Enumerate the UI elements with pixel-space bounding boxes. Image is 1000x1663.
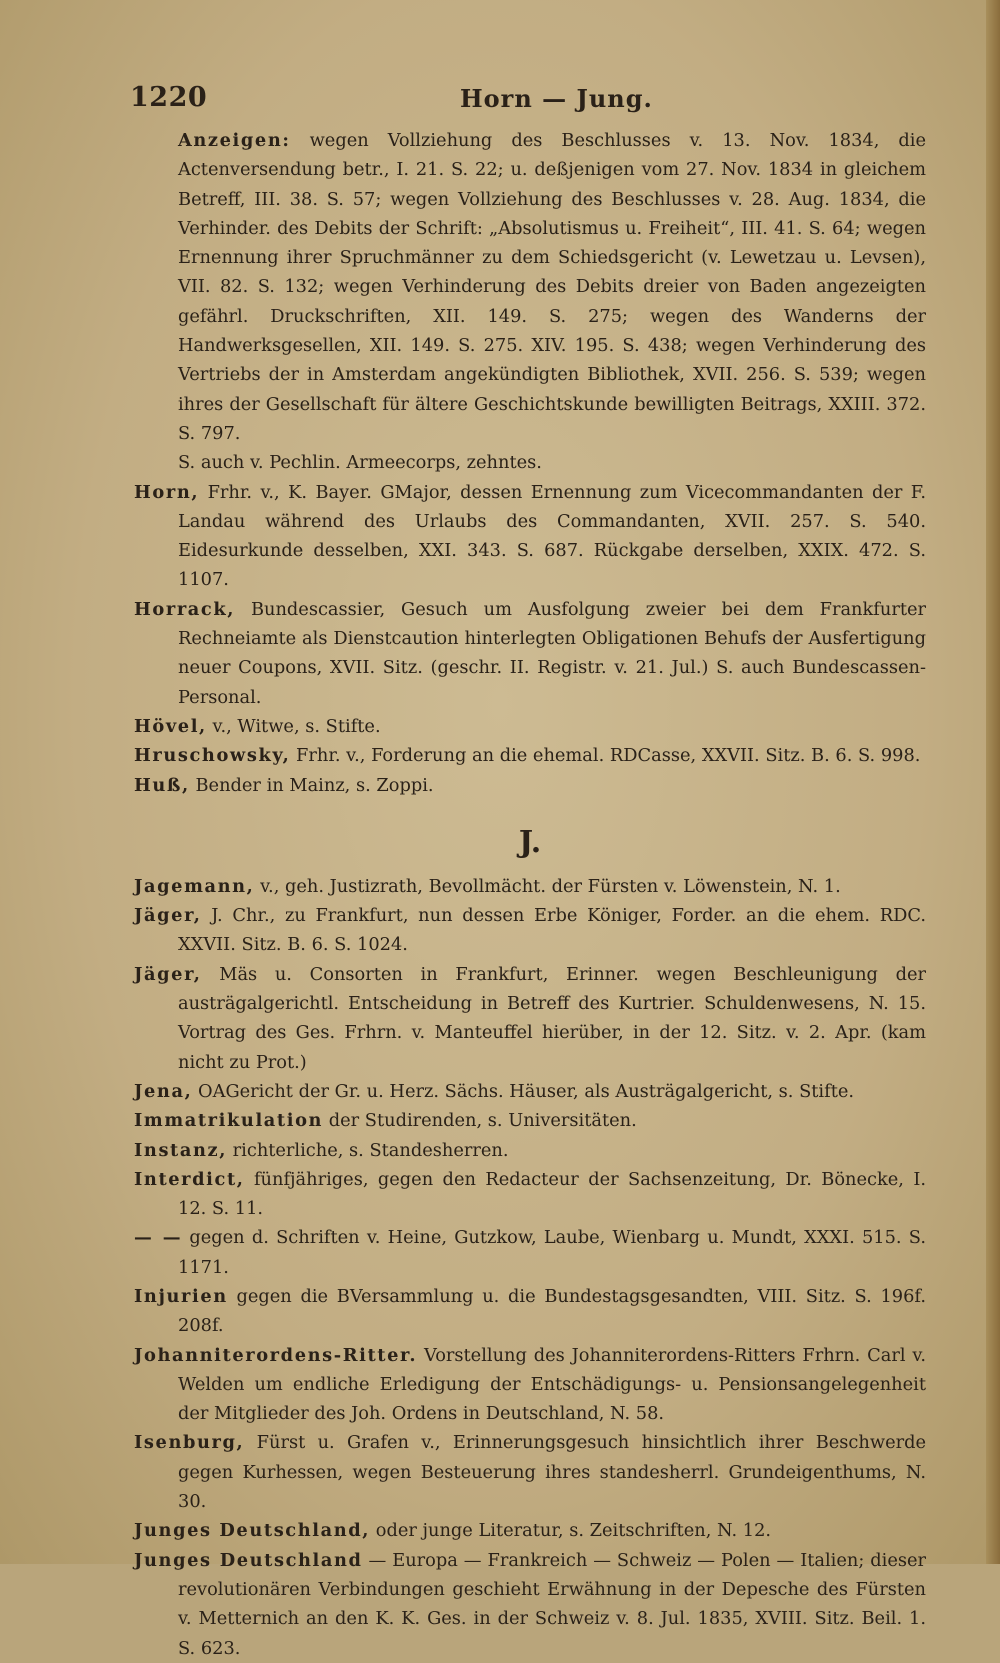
index-entry <box>134 1282 926 1341</box>
entry-text: Mäs u. Consorten in Frankfurt, Erinner. wegen Beschleunigung der austrägalgerichtl. Entscheidung in Betreff des Kurtrier. Schuldenwesens, N. 15. Vortrag des Ges. Frhrn. v. Manteuffel hierüber, in der 12. Sitz. v. 2. Apr. (kam nicht zu Prot.) <box>178 963 926 1073</box>
page-number: 1220 <box>130 82 208 113</box>
entry-keyword: Johanniterordens-Ritter. <box>134 1344 418 1366</box>
entry-keyword: Jagemann, <box>134 875 255 897</box>
entry-text: — Europa — Frankreich — Schweiz — Polen — Italien; dieser revolutionären Verbindungen geschieht Erwähnung in der Depesche des Fürsten v. Metternich an den K. K. Ges. in der Schweiz v. 8. Jul. 1835, XVIII. Sitz. Beil. 1. S. 623. <box>178 1549 926 1659</box>
entry-text: oder junge Literatur, s. Zeitschriften, N. 12. <box>370 1520 772 1542</box>
entry-keyword: Jäger, <box>134 963 202 985</box>
index-entry <box>134 126 926 448</box>
entry-keyword: Anzeigen: <box>178 130 291 151</box>
index-entry <box>134 595 926 712</box>
entry-text: Vorstellung des Johanniterordens-Ritters Frhrn. Carl v. Welden um endliche Erledigung der Entschädigungs- u. Pensionsangelegenheit der Mitglieder des Joh. Ordens in Deutschland, N. 58. <box>178 1344 926 1425</box>
entry-keyword: Junges Deutschland, <box>134 1520 371 1542</box>
entries-j <box>134 872 926 1663</box>
index-entry <box>134 1136 926 1165</box>
index-entry <box>134 1106 926 1135</box>
entry-keyword: Junges Deutschland <box>134 1549 363 1571</box>
entry-text: v., Witwe, s. Stifte. <box>206 715 381 737</box>
entry-text: OAGericht der Gr. u. Herz. Sächs. Häuser, als Austrägalgericht, s. Stifte. <box>192 1080 855 1102</box>
entry-keyword: Interdict, <box>134 1168 245 1190</box>
entry-keyword: Hruschowsky, <box>134 745 291 767</box>
index-entry <box>134 741 926 770</box>
index-entry <box>134 901 926 960</box>
entry-keyword: Immatrikulation <box>134 1110 324 1132</box>
entry-keyword: Horrack, <box>134 598 236 620</box>
index-entry <box>134 448 926 477</box>
running-head: Horn — Jung. <box>460 84 653 113</box>
index-entry <box>134 478 926 595</box>
index-entry <box>134 1516 926 1545</box>
index-entry <box>134 1223 926 1282</box>
entry-keyword: Hövel, <box>134 715 207 737</box>
entry-text: Frhr. v., K. Bayer. GMajor, dessen Ernennung zum Vicecommandanten der F. Landau während des Urlaubs des Commandanten, XVII. 257. S. 540. Eidesurkunde desselben, XXI. 343. S. 687. Rückgabe derselben, XXIX. 472. S. 1107. <box>178 481 926 591</box>
index-entry <box>134 1428 926 1516</box>
entry-text: wegen Vollziehung des Beschlusses v. 13. Nov. 1834, die Actenversendung betr., I. 21. S. 22; u. deßjenigen vom 27. Nov. 1834 in gleichem Betreff, III. 38. S. 57; wegen Vollziehung des Beschlusses v. 28. Aug. 1834, die Verhinder. des Debits der Schrift: „Absolutismus u. Freiheit“, III. 41. S. 64; wegen Ernennung ihrer Spruchmänner zu dem Schiedsgericht (v. Lewetzau u. Levsen), VII. 82. S. 132; wegen Verhinderung des Debits dreier von Baden angezeigten gefährl. Druckschriften, XII. 149. S. 275; wegen des Wanderns der Handwerksgesellen, XII. 149. S. 275. XIV. 195. S. 438; wegen Verhinderung des Vertriebs der in Amsterdam angekündigten Bibliothek, XVII. 256. S. 539; wegen ihres der Gesellschaft für ältere Geschichtskunde bewilligten Beitrags, XXIII. 372. S. 797. <box>178 130 926 444</box>
section-letter: J. <box>518 824 542 860</box>
entry-keyword: Jena, <box>134 1080 193 1102</box>
entry-text: S. auch v. Pechlin. Armeecorps, zehntes. <box>178 452 542 474</box>
entry-text: Fürst u. Grafen v., Erinnerungsgesuch hinsichtlich ihrer Beschwerde gegen Kurhessen, wegen Besteuerung ihres standesherrl. Grundeigenthums, N. 30. <box>178 1432 926 1513</box>
entry-text: Bender in Mainz, s. Zoppi. <box>189 774 434 796</box>
entry-keyword: — — <box>134 1227 183 1249</box>
index-entry <box>134 960 926 1077</box>
entry-keyword: Instanz, <box>134 1139 228 1161</box>
entry-text: fünfjähriges, gegen den Redacteur der Sachsenzeitung, Dr. Bönecke, I. 12. S. 11. <box>178 1168 926 1220</box>
entry-keyword: Huß, <box>134 774 190 796</box>
entry-keyword: Jäger, <box>134 905 202 927</box>
index-content <box>134 126 926 1663</box>
entries-h <box>134 126 926 800</box>
entry-keyword: Injurien <box>134 1285 228 1307</box>
index-entry <box>134 712 926 741</box>
index-entry <box>134 1165 926 1224</box>
entry-text: richterliche, s. Standesherren. <box>227 1139 509 1161</box>
index-entry <box>134 872 926 901</box>
entry-text: Bundescassier, Gesuch um Ausfolgung zweier bei dem Frankfurter Rechneiamte als Dienstcaution hinterlegten Obligationen Behufs der Ausfertigung neuer Coupons, XVII. Sitz. (geschr. II. Registr. v. 21. Jul.) S. auch Bundescassen-Personal. <box>178 598 926 708</box>
entry-text: der Studirenden, s. Universitäten. <box>323 1110 637 1132</box>
page-header <box>130 78 930 118</box>
index-entry <box>134 1077 926 1106</box>
entry-text: gegen die BVersammlung u. die Bundestagsgesandten, VIII. Sitz. S. 196f. 208f. <box>178 1285 926 1337</box>
index-entry <box>134 1546 926 1663</box>
entry-keyword: Horn, <box>134 481 200 503</box>
entry-keyword: Isenburg, <box>134 1432 245 1454</box>
entry-text: v., geh. Justizrath, Bevollmächt. der Fürsten v. Löwenstein, N. 1. <box>254 875 841 897</box>
index-entry <box>134 1341 926 1429</box>
entry-text: Frhr. v., Forderung an die ehemal. RDCasse, XXVII. Sitz. B. 6. S. 998. <box>290 745 921 767</box>
entry-text: gegen d. Schriften v. Heine, Gutzkow, Laube, Wienbarg u. Mundt, XXXI. 515. S. 1171. <box>178 1227 926 1278</box>
entry-text: J. Chr., zu Frankfurt, nun dessen Erbe Königer, Forder. an die ehem. RDC. XXVII. Sitz. B. 6. S. 1024. <box>178 905 926 956</box>
index-entry <box>134 771 926 800</box>
page-edge <box>986 0 1000 1564</box>
